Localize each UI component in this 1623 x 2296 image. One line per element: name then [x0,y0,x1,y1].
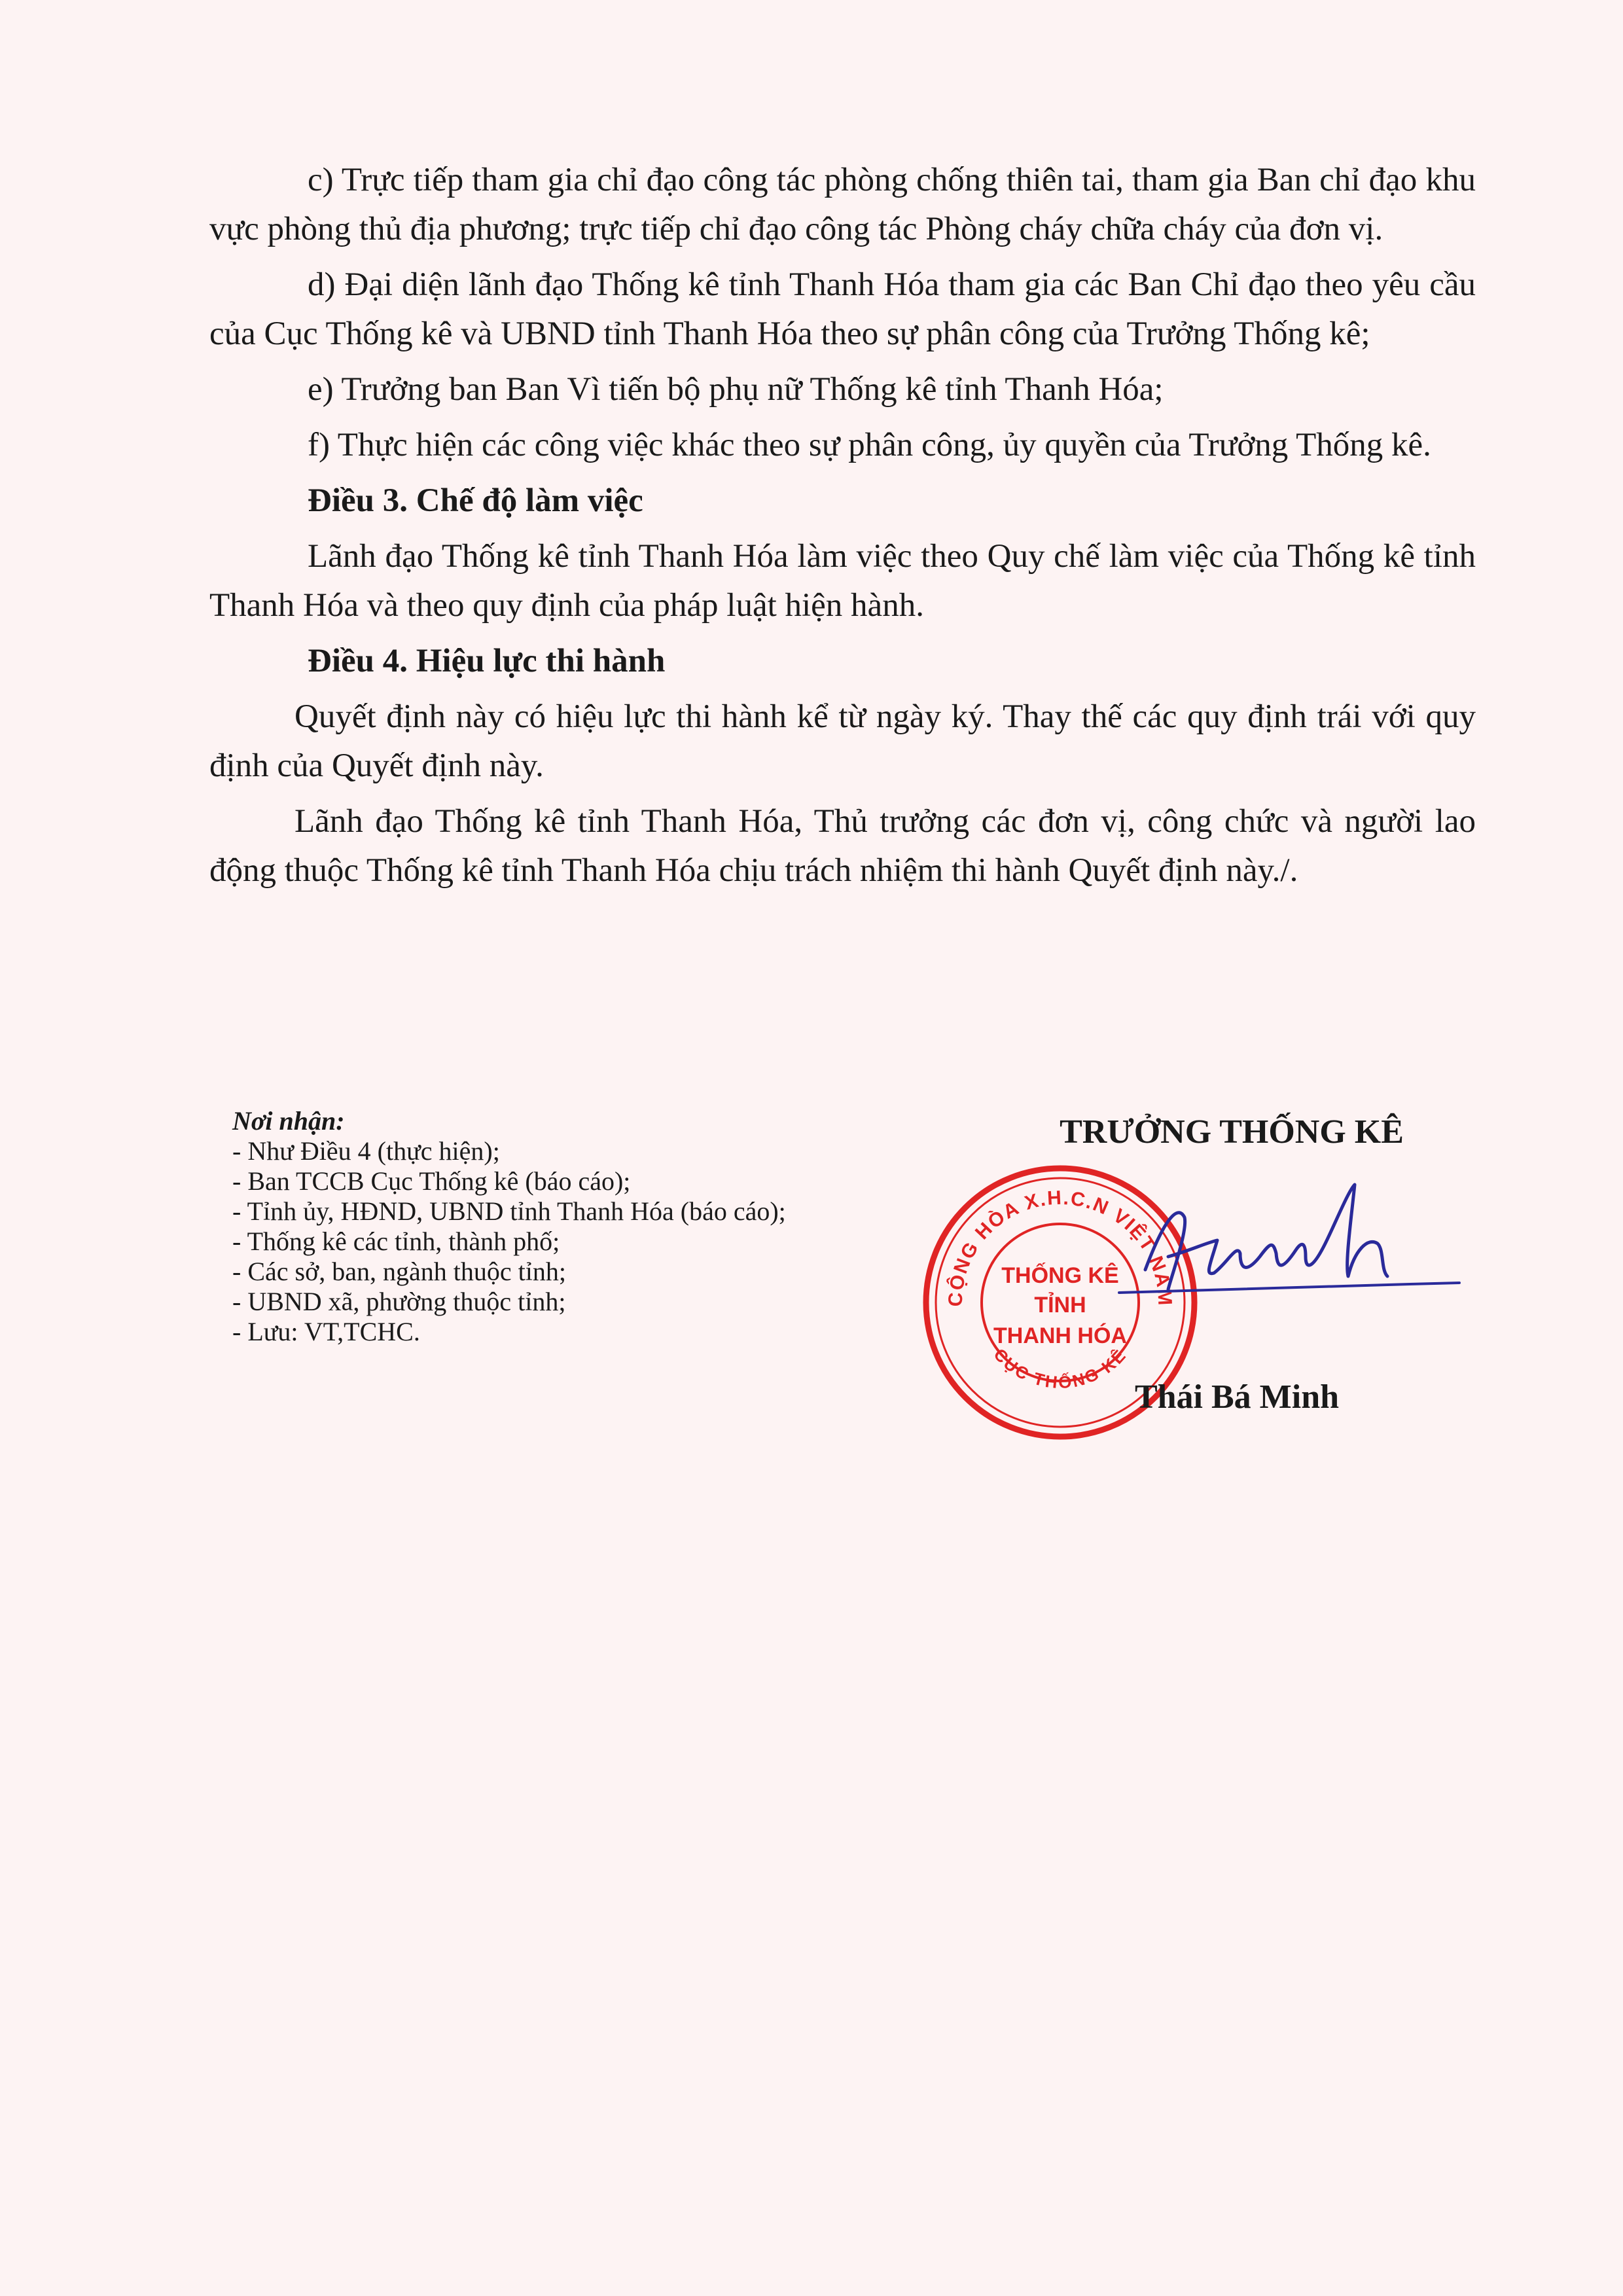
article-4-text-2: Lãnh đạo Thống kê tỉnh Thanh Hóa, Thủ trưởng các đơn vị, công chức và người lao động thuộc Thống kê tỉnh Thanh Hóa chịu trách nhiệm thi hành Quyết định này./. [209,803,1476,889]
seal-center-line-2: TỈNH [1034,1293,1086,1318]
recipient-item: - Tỉnh ủy, HĐND, UBND tỉnh Thanh Hóa (báo cáo); [232,1196,786,1226]
clause-f: f) Thực hiện các công việc khác theo sự phân công, ủy quyền của Trưởng Thống kê. [308,427,1431,463]
clause-d: d) Đại diện lãnh đạo Thống kê tỉnh Thanh Hóa tham gia các Ban Chỉ đạo theo yêu cầu của Cục Thống kê và UBND tỉnh Thanh Hóa theo sự phân công của Trưởng Thống kê; [209,266,1476,352]
seal-center-line-3: THANH HÓA [993,1323,1127,1348]
article-4-text-1: Quyết định này có hiệu lực thi hành kể từ ngày ký. Thay thế các quy định trái với quy định của Quyết định này. [209,698,1476,784]
recipient-item: - Thống kê các tỉnh, thành phố; [232,1227,560,1256]
recipients-list [232,1106,887,1347]
signer-name: Thái Bá Minh [1134,1378,1340,1416]
seal-bottom-text: CỤC THỐNG KÊ [990,1344,1131,1393]
recipient-item: - Lưu: VT,TCHC. [232,1317,420,1346]
recipient-item: - Ban TCCB Cục Thống kê (báo cáo); [232,1166,631,1196]
clause-c: c) Trực tiếp tham gia chỉ đạo công tác phòng chống thiên tai, tham gia Ban chỉ đạo khu vực phòng thủ địa phương; trực tiếp chỉ đạo công tác Phòng cháy chữa cháy của đơn vị. [209,162,1476,247]
recipient-item: - Như Điều 4 (thực hiện); [232,1136,500,1166]
seal-top-text: CỘNG HÒA X.H.C.N VIỆT NAM [944,1187,1176,1307]
handwritten-signature-icon [1106,1178,1472,1322]
document-body [209,156,1476,902]
article-3-heading: Điều 3. Chế độ làm việc [308,482,643,519]
article-3-text: Lãnh đạo Thống kê tỉnh Thanh Hóa làm việc theo Quy chế làm việc của Thống kê tỉnh Thanh Hóa và theo quy định của pháp luật hiện hành. [209,538,1476,624]
signer-title: TRƯỞNG THỐNG KÊ [1060,1113,1404,1151]
signature-block [910,1106,1499,1446]
recipient-item: - Các sở, ban, ngành thuộc tỉnh; [232,1257,566,1286]
seal-center-line-1: THỐNG KÊ [1001,1263,1119,1288]
recipients-title: Nơi nhận: [232,1106,345,1136]
recipient-item: - UBND xã, phường thuộc tỉnh; [232,1287,566,1316]
clause-e: e) Trưởng ban Ban Vì tiến bộ phụ nữ Thống kê tỉnh Thanh Hóa; [308,371,1164,408]
article-4-heading: Điều 4. Hiệu lực thi hành [308,643,666,679]
